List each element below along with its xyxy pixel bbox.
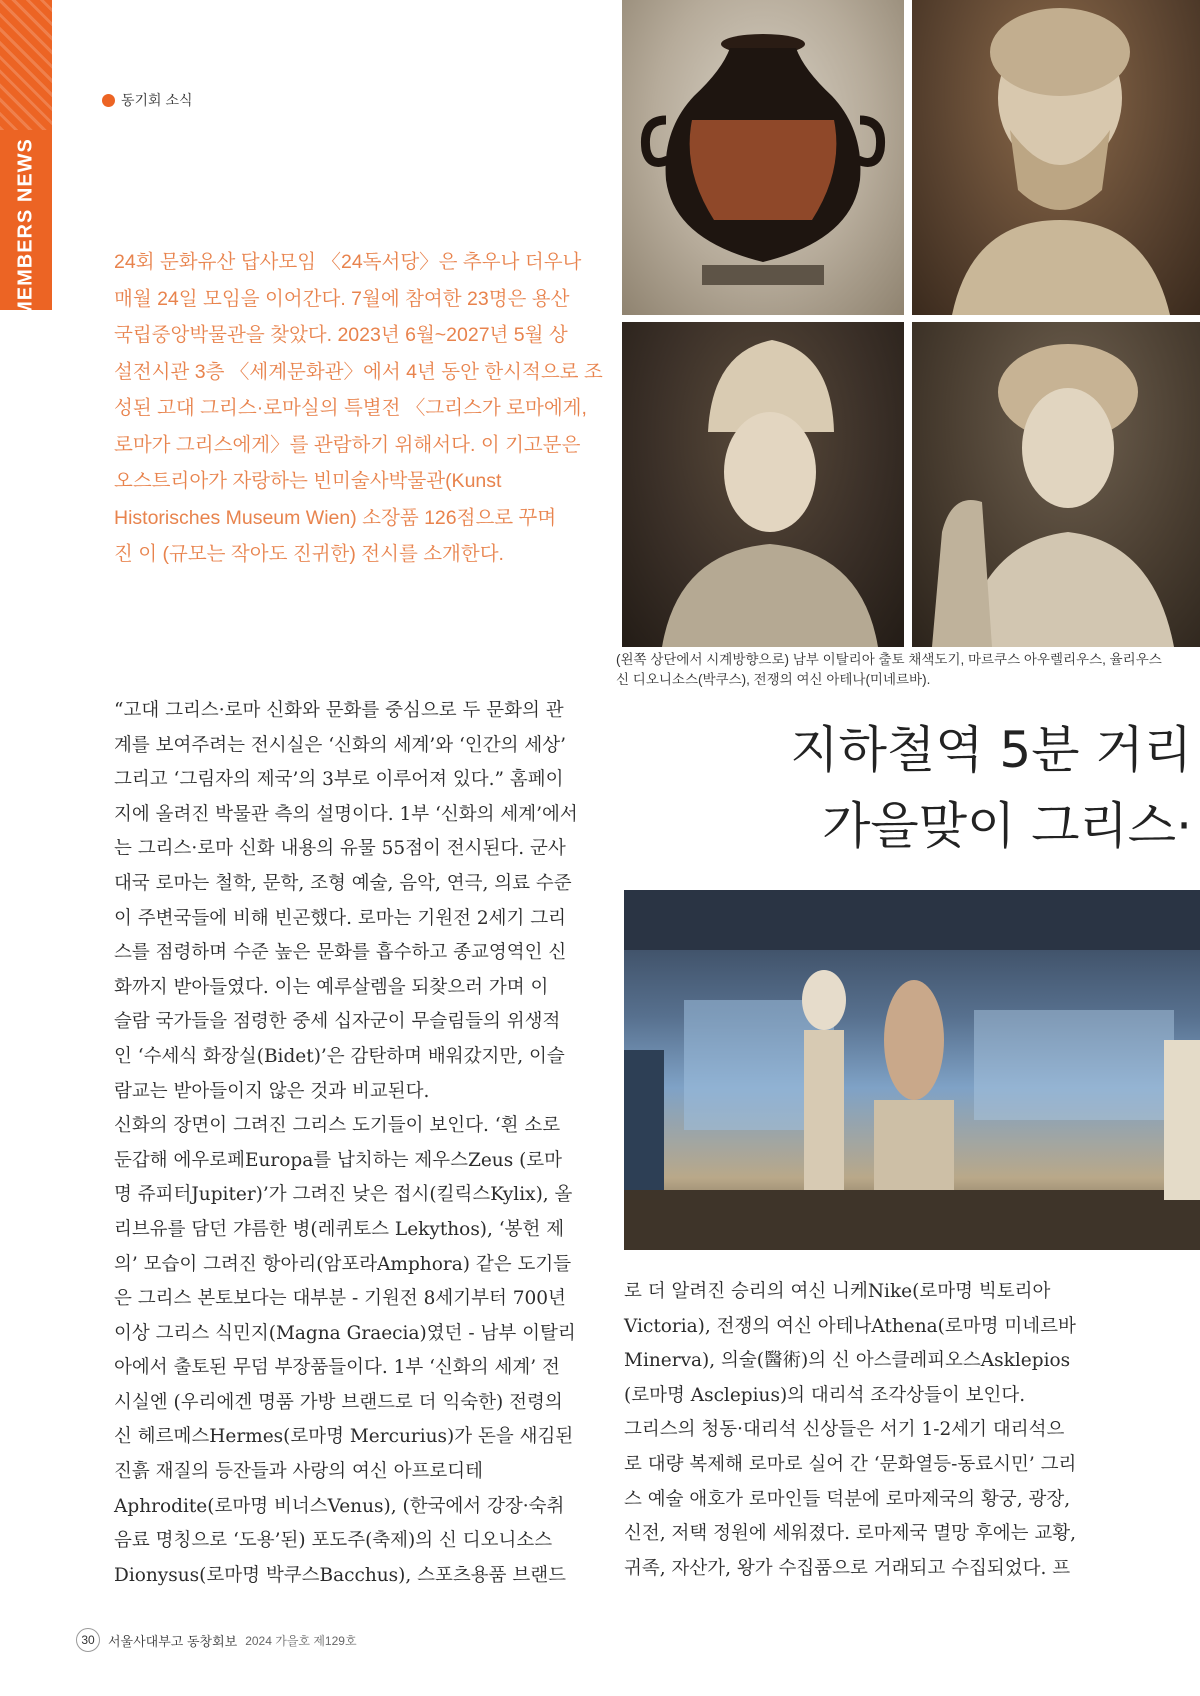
members-news-tab: [0, 0, 52, 318]
body-line: 귀족, 자산가, 왕가 수집품으로 거래되고 수집되었다. 프: [624, 1557, 1071, 1579]
body-line: 신화의 장면이 그려진 그리스 도기들이 보인다. ‘흰 소로: [114, 1115, 561, 1137]
section-label: [102, 90, 193, 110]
lead-line: 국립중앙박물관을 찾았다. 2023년 6월~2027년 5월 상: [114, 324, 568, 346]
body-line: Victoria), 전쟁의 여신 아테나Athena(로마명 미네르바: [624, 1315, 1076, 1337]
body-line: 화까지 받아들였다. 이는 예루살렘을 되찾으러 가며 이: [114, 976, 549, 998]
lead-line: Historisches Museum Wien) 소장품 126점으로 꾸며: [114, 506, 557, 529]
caption-line: (왼쪽 상단에서 시계방향으로) 남부 이탈리아 출토 채색도기, 마르쿠스 아우렐리우스, 율리우스: [616, 652, 1162, 667]
body-line: 아에서 출토된 무덤 부장품들이다. 1부 ‘신화의 세계’ 전: [114, 1357, 560, 1379]
body-line: 로 더 알려진 승리의 여신 니케Nike(로마명 빅토리아: [624, 1281, 1051, 1302]
headline-line: 가을맞이 그리스·: [822, 797, 1192, 855]
bullet-dot-icon: [102, 94, 115, 107]
photo-caption: [616, 650, 1200, 690]
body-column-right: [624, 1275, 1094, 1586]
vase-illustration: [622, 0, 904, 315]
section-label-text: 동기회 소식: [121, 92, 193, 108]
photo-athena-bust: [622, 322, 904, 647]
body-line: Dionysus(로마명 박쿠스Bacchus), 스포츠용품 브랜드: [114, 1564, 566, 1586]
photo-gallery-hall: [624, 890, 1200, 1250]
body-line: 의’ 모습이 그려진 항아리(암포라Amphora) 같은 도기들: [114, 1253, 572, 1275]
page-number: 30: [76, 1628, 100, 1652]
athena-illustration: [622, 322, 904, 647]
bust-illustration: [912, 0, 1200, 315]
body-line: 스를 점령하며 수준 높은 문화를 흡수하고 종교영역인 신: [114, 942, 567, 964]
lead-line: 오스트리아가 자랑하는 빈미술사박물관(Kunst: [114, 470, 502, 492]
headline-line: 지하철역 5분 거리: [790, 721, 1192, 779]
body-line: 신전, 저택 정원에 세워졌다. 로마제국 멸망 후에는 교황,: [624, 1523, 1076, 1545]
photo-marcus-aurelius-bust: [912, 0, 1200, 315]
body-line: 그리고 ‘그림자의 제국’의 3부로 이루어져 있다.” 홈페이: [114, 769, 564, 791]
body-line: 이 주변국들에 비해 빈곤했다. 로마는 기원전 2세기 그리: [114, 907, 566, 929]
body-line: (로마명 Asclepius)의 대리석 조각상들이 보인다.: [624, 1384, 1026, 1406]
photo-dionysus-bust: [912, 322, 1200, 647]
page-footer: [76, 1628, 357, 1652]
issue-label: 2024 가을호 제129호: [245, 1633, 357, 1648]
body-line: “고대 그리스·로마 신화와 문화를 중심으로 두 문화의 관: [114, 700, 564, 721]
body-line: 신 헤르메스Hermes(로마명 Mercurius)가 돈을 새김된: [114, 1426, 574, 1448]
lead-line: 설전시관 3층 〈세계문화관〉에서 4년 동안 한시적으로 조: [114, 360, 603, 383]
body-line: 시실엔 (우리에겐 명품 가방 브랜드로 더 익숙한) 전령의: [114, 1391, 563, 1413]
photo-painted-vase: [622, 0, 904, 315]
lead-line: 로마가 그리스에게〉를 관람하기 위해서다. 이 기고문은: [114, 433, 581, 456]
dionysus-illustration: [912, 322, 1200, 647]
caption-line: 신 디오니소스(박쿠스), 전쟁의 여신 아테나(미네르바).: [616, 672, 931, 687]
body-line: 는 그리스·로마 신화 내용의 유물 55점이 전시된다. 군사: [114, 838, 566, 860]
lead-line: 매월 24일 모임을 이어간다. 7월에 참여한 23명은 용산: [114, 287, 570, 310]
body-line: 지에 올려진 박물관 측의 설명이다. 1부 ‘신화의 세계’에서: [114, 803, 578, 825]
publication-name: 서울사대부고 동창회보: [108, 1633, 238, 1649]
body-line: 슬람 국가들을 점령한 중세 십자군이 무슬림들의 위생적: [114, 1011, 561, 1033]
tab-pattern: [0, 0, 52, 130]
body-line: 둔갑해 에우로페Europa를 납치하는 제우스Zeus (로마: [114, 1149, 563, 1171]
body-line: 명 쥬피터Jupiter)’가 그려진 낮은 접시(킬릭스Kylix), 올: [114, 1184, 573, 1206]
body-line: 은 그리스 본토보다는 대부분 - 기원전 8세기부터 700년: [114, 1288, 566, 1310]
body-column-left: [114, 694, 582, 1593]
lead-paragraph: [114, 244, 603, 573]
body-line: 로 대량 복제해 로마로 실어 간 ‘문화열등-동료시민’ 그리: [624, 1453, 1077, 1475]
body-line: 스 예술 애호가 로마인들 덕분에 로마제국의 황궁, 광장,: [624, 1488, 1071, 1510]
body-line: 대국 로마는 철학, 문학, 조형 예술, 음악, 연극, 의료 수준: [114, 872, 572, 894]
lead-line: 성된 고대 그리스·로마실의 특별전 〈그리스가 로마에게,: [114, 397, 587, 419]
body-line: 람교는 받아들이지 않은 것과 비교된다.: [114, 1080, 430, 1102]
members-news-label: MEMBERS NEWS: [14, 138, 37, 318]
body-line: 이상 그리스 식민지(Magna Graecia)였던 - 남부 이탈리: [114, 1322, 576, 1344]
article-headline: [790, 712, 1192, 864]
body-line: 인 ‘수세식 화장실(Bidet)’은 감탄하며 배워갔지만, 이슬: [114, 1045, 565, 1067]
body-line: 그리스의 청동·대리석 신상들은 서기 1-2세기 대리석으: [624, 1419, 1065, 1441]
body-line: Minerva), 의술(醫術)의 신 아스클레피오스Asklepios: [624, 1350, 1071, 1372]
lead-line: 24회 문화유산 답사모임 〈24독서당〉은 추우나 더우나: [114, 251, 582, 273]
body-line: 진흙 재질의 등잔들과 사랑의 여신 아프로디테: [114, 1461, 483, 1483]
body-line: 음료 명칭으로 ‘도용’된) 포도주(축제)의 신 디오니소스: [114, 1530, 553, 1552]
body-line: 리브유를 담던 갸름한 병(레퀴토스 Lekythos), ‘봉헌 제: [114, 1218, 565, 1240]
lead-line: 진 이 (규모는 작아도 진귀한) 전시를 소개한다.: [114, 543, 504, 565]
body-line: 계를 보여주려는 전시실은 ‘신화의 세계’와 ‘인간의 세상’: [114, 734, 566, 756]
gallery-illustration: [624, 890, 1200, 1250]
body-line: Aphrodite(로마명 비너스Venus), (한국에서 강장·숙취: [114, 1495, 565, 1517]
